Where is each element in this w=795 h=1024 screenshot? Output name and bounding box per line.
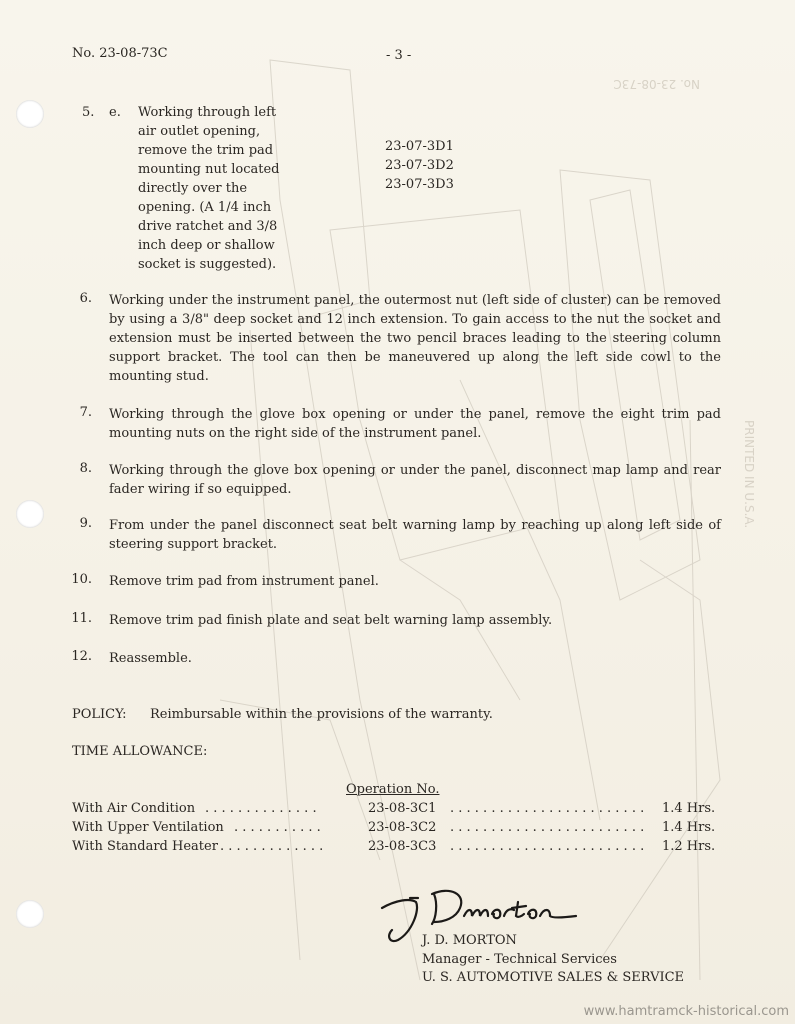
document-number: No. 23-08-73C bbox=[72, 46, 168, 61]
reference-code: 23-07-3D1 bbox=[385, 139, 454, 154]
step-5e-line: opening. (A 1/4 inch bbox=[138, 200, 272, 215]
reference-code: 23-07-3D2 bbox=[385, 158, 454, 173]
reference-code: 23-07-3D3 bbox=[385, 177, 454, 192]
step-text: From under the panel disconnect seat belt warning lamp by reaching up along left side of steering support bracket. bbox=[109, 518, 721, 552]
step-5e-line: directly over the bbox=[138, 181, 248, 196]
policy-text: Reimbursable within the provisions of the warranty. bbox=[150, 707, 493, 722]
policy-label: POLICY: bbox=[72, 707, 127, 722]
step-5e-line: air outlet opening, bbox=[138, 124, 261, 139]
operation-number: 23-08-3C2 bbox=[368, 820, 437, 835]
reference-codes bbox=[385, 137, 505, 194]
signatory-name: J. D. MORTON bbox=[422, 933, 517, 948]
step-5e-text bbox=[138, 103, 338, 274]
dot-leader: . . . . . . . . . . . . . bbox=[220, 839, 324, 854]
dot-leader: . . . . . . . . . . . . . . . . . . . . . . . . bbox=[450, 820, 645, 835]
step-5e-line: mounting nut located bbox=[138, 162, 280, 177]
row-label: With Air Condition bbox=[72, 801, 196, 816]
step-number: 12. bbox=[71, 649, 92, 664]
operation-number: 23-08-3C3 bbox=[368, 839, 437, 854]
step-5e-line: drive ratchet and 3/8 bbox=[138, 219, 278, 234]
step-5e-line: remove the trim pad bbox=[138, 143, 274, 158]
svg-text:No. 23-08-73C: No. 23-08-73C bbox=[613, 77, 700, 91]
step-number: 11. bbox=[71, 611, 92, 626]
step-number: 5. bbox=[82, 105, 95, 120]
step-text: Remove trim pad finish plate and seat belt warning lamp assembly. bbox=[109, 613, 553, 628]
row-label: With Upper Ventilation bbox=[72, 820, 224, 835]
website-watermark: www.hamtramck-historical.com bbox=[583, 1004, 789, 1019]
binder-hole bbox=[16, 900, 44, 928]
row-label: With Standard Heater bbox=[72, 839, 218, 854]
operation-number: 23-08-3C1 bbox=[368, 801, 437, 816]
step-text: Working through the glove box opening or under the panel, disconnect map lamp and rear fader wiring if so equipped. bbox=[109, 463, 721, 497]
hours-value: 1.4 Hrs. bbox=[662, 801, 716, 816]
step-5e-line: inch deep or shallow bbox=[138, 238, 275, 253]
dot-leader: . . . . . . . . . . . . . . bbox=[205, 801, 317, 816]
operation-number-header: Operation No. bbox=[346, 782, 440, 797]
step-5e-line: socket is suggested). bbox=[138, 257, 277, 272]
step-number: 9. bbox=[79, 516, 92, 531]
svg-text:PRINTED IN U.S.A.: PRINTED IN U.S.A. bbox=[742, 420, 756, 529]
step-5e-line: Working through left bbox=[138, 105, 277, 120]
step-text: Working under the instrument panel, the outermost nut (left side of cluster) can be removed by using a 3/8" deep socket and 12 inch extension. To gain access to the nut the socket and extension must be inserted between the two pencil braces leading to the steering column support bracket. The tool can then be maneuvered up along the left side cowl to the mounting stud. bbox=[109, 293, 721, 384]
dot-leader: . . . . . . . . . . . bbox=[234, 820, 321, 835]
hours-value: 1.4 Hrs. bbox=[662, 820, 716, 835]
page-number: - 3 - bbox=[386, 48, 412, 63]
step-text: Reassemble. bbox=[109, 651, 192, 666]
dot-leader: . . . . . . . . . . . . . . . . . . . . . . . . bbox=[450, 801, 645, 816]
signatory-organization: U. S. AUTOMOTIVE SALES & SERVICE bbox=[422, 970, 685, 985]
step-sub-letter: e. bbox=[109, 105, 121, 120]
step-number: 10. bbox=[71, 572, 92, 587]
binder-hole bbox=[16, 100, 44, 128]
signatory-title: Manager - Technical Services bbox=[422, 952, 617, 967]
hours-value: 1.2 Hrs. bbox=[662, 839, 716, 854]
time-allowance-label: TIME ALLOWANCE: bbox=[72, 744, 208, 759]
step-number: 7. bbox=[79, 405, 92, 420]
step-text: Remove trim pad from instrument panel. bbox=[109, 574, 379, 589]
step-number: 6. bbox=[79, 291, 92, 306]
binder-hole bbox=[16, 500, 44, 528]
dot-leader: . . . . . . . . . . . . . . . . . . . . . . . . bbox=[450, 839, 645, 854]
step-number: 8. bbox=[79, 461, 92, 476]
step-text: Working through the glove box opening or under the panel, remove the eight trim pad mounting nuts on the right side of the instrument panel. bbox=[109, 407, 721, 441]
